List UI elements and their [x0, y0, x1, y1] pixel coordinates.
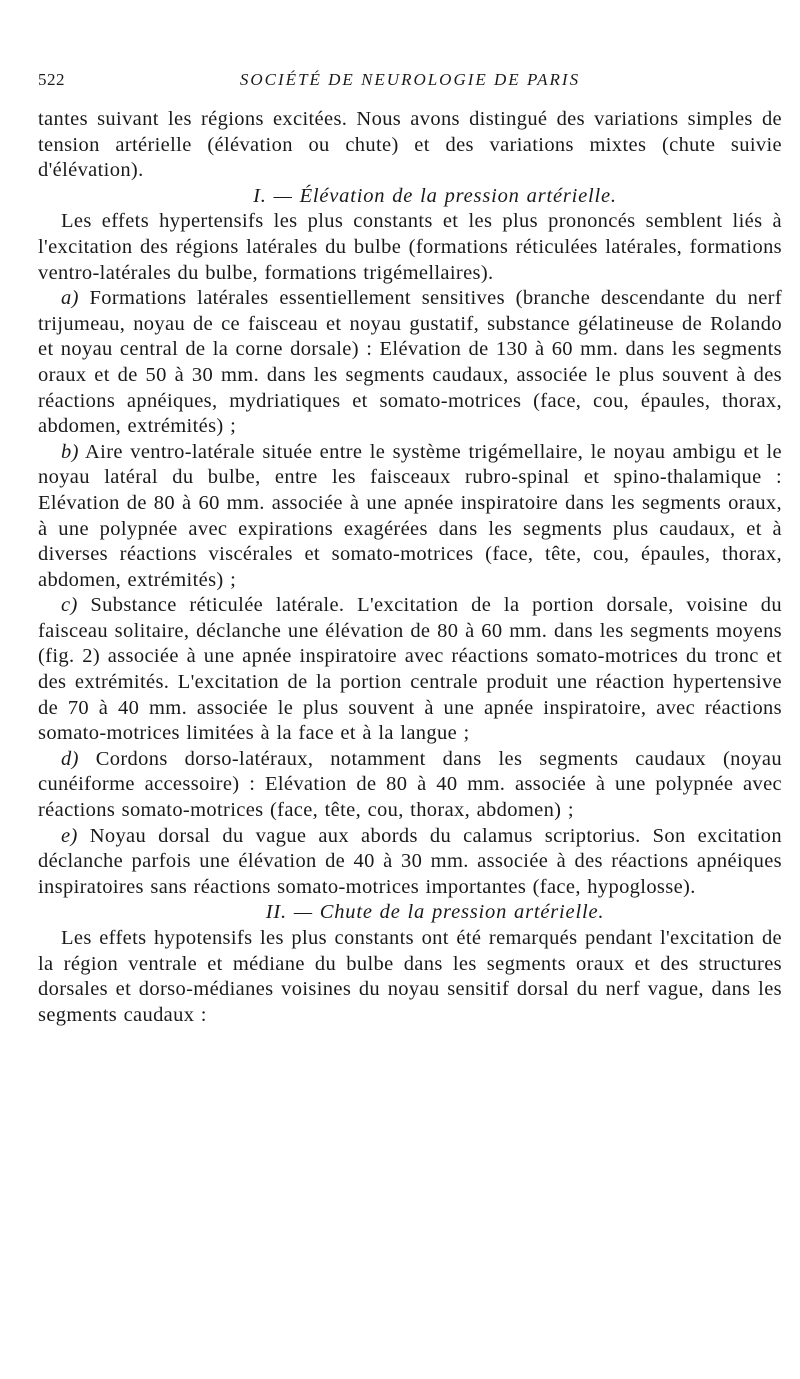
page-number: 522 — [38, 70, 65, 89]
section-title-chute: II. — Chute de la pression artérielle. — [265, 901, 605, 924]
paragraph-hypotensive-effects: Les effets hypotensifs les plus constants ont été remarqués pendant l'excitation de la région ventrale et médiane du bulbe dans les segments oraux et des structures dorsales et dorso-médianes voisines du noyau sensitif dorsal du nerf vague, dans les segments caudaux : — [38, 927, 782, 1026]
item-a — [38, 286, 782, 440]
running-head — [38, 70, 782, 98]
item-e-text: Noyau dorsal du vague aux abords du calamus scriptorius. Son excitation déclanche parfois une élévation de 40 à 30 mm. associée à des réactions apnéiques inspiratoires sans réactions somato-motrices importantes (face, hypoglosse). — [38, 824, 782, 898]
item-d-letter: d) — [61, 747, 79, 770]
item-e — [38, 824, 782, 901]
item-b — [38, 440, 782, 594]
item-e-letter: e) — [61, 824, 78, 847]
item-c — [38, 593, 782, 747]
page — [38, 70, 782, 1028]
item-b-text: Aire ventro-latérale située entre le système trigémellaire, le noyau ambigu et le noyau latéral du bulbe, entre les faisceaux rubro-spinal et spino-thalamique : Elévation de 80 à 60 mm. associée à une apnée inspiratoire dans les segments oraux, à une polypnée avec expirations exagérées dans les segments plus caudaux, et à diverses réactions viscérales et somato-motrices (face, tête, cou, épaules, thorax, abdomen, extrémités) ; — [38, 440, 782, 591]
item-d — [38, 747, 782, 824]
item-b-letter: b) — [61, 440, 79, 463]
paragraph-intro: tantes suivant les régions excitées. Nous avons distingué des variations simples de tension artérielle (élévation ou chute) et des variations mixtes (chute suivie d'élévation). — [38, 108, 782, 182]
paragraph-hypertensive-effects: Les effets hypertensifs les plus constants et les plus prononcés semblent liés à l'excitation des régions latérales du bulbe (formations réticulées latérales, formations ventro-latérales du bulbe, formations trigémellaires). — [38, 210, 782, 284]
item-d-text: Cordons dorso-latéraux, notamment dans les segments caudaux (noyau cunéiforme accessoire) : Elévation de 80 à 40 mm. associée à une polypnée avec réactions somato-motrices (face, tête, cou, thorax, abdomen) ; — [38, 747, 782, 822]
section-title-elevation: I. — Élévation de la pression artérielle. — [253, 184, 617, 207]
item-c-letter: c) — [61, 594, 78, 617]
item-c-text: Substance réticulée latérale. L'excitation de la portion dorsale, voisine du faisceau solitaire, déclanche une élévation de 80 à 60 mm. dans les segments moyens (fig. 2) associée à une apnée inspiratoire avec réactions somato-motrices du tronc et des extrémités. L'excitation de la portion centrale produit une réaction hypertensive de 70 à 40 mm. associée le plus souvent à une apnée inspiratoire, avec réactions somato-motrices limitées à la face et à la langue ; — [38, 594, 782, 745]
article-body — [38, 107, 782, 1028]
item-a-text: Formations latérales essentiellement sensitives (branche descendante du nerf trijumeau, noyau de ce faisceau et noyau gustatif, substance gélatineuse de Rolando et noyau central de la corne dorsale) : Elévation de 130 à 60 mm. dans les segments oraux et de 50 à 30 mm. dans les segments caudaux, associée le plus souvent à des réactions apnéiques, mydriatiques et somato-motrices (face, cou, épaules, thorax, abdomen, extrémités) ; — [38, 287, 782, 438]
item-a-letter: a) — [61, 287, 79, 310]
journal-title: SOCIÉTÉ DE NEUROLOGIE DE PARIS — [239, 70, 581, 89]
